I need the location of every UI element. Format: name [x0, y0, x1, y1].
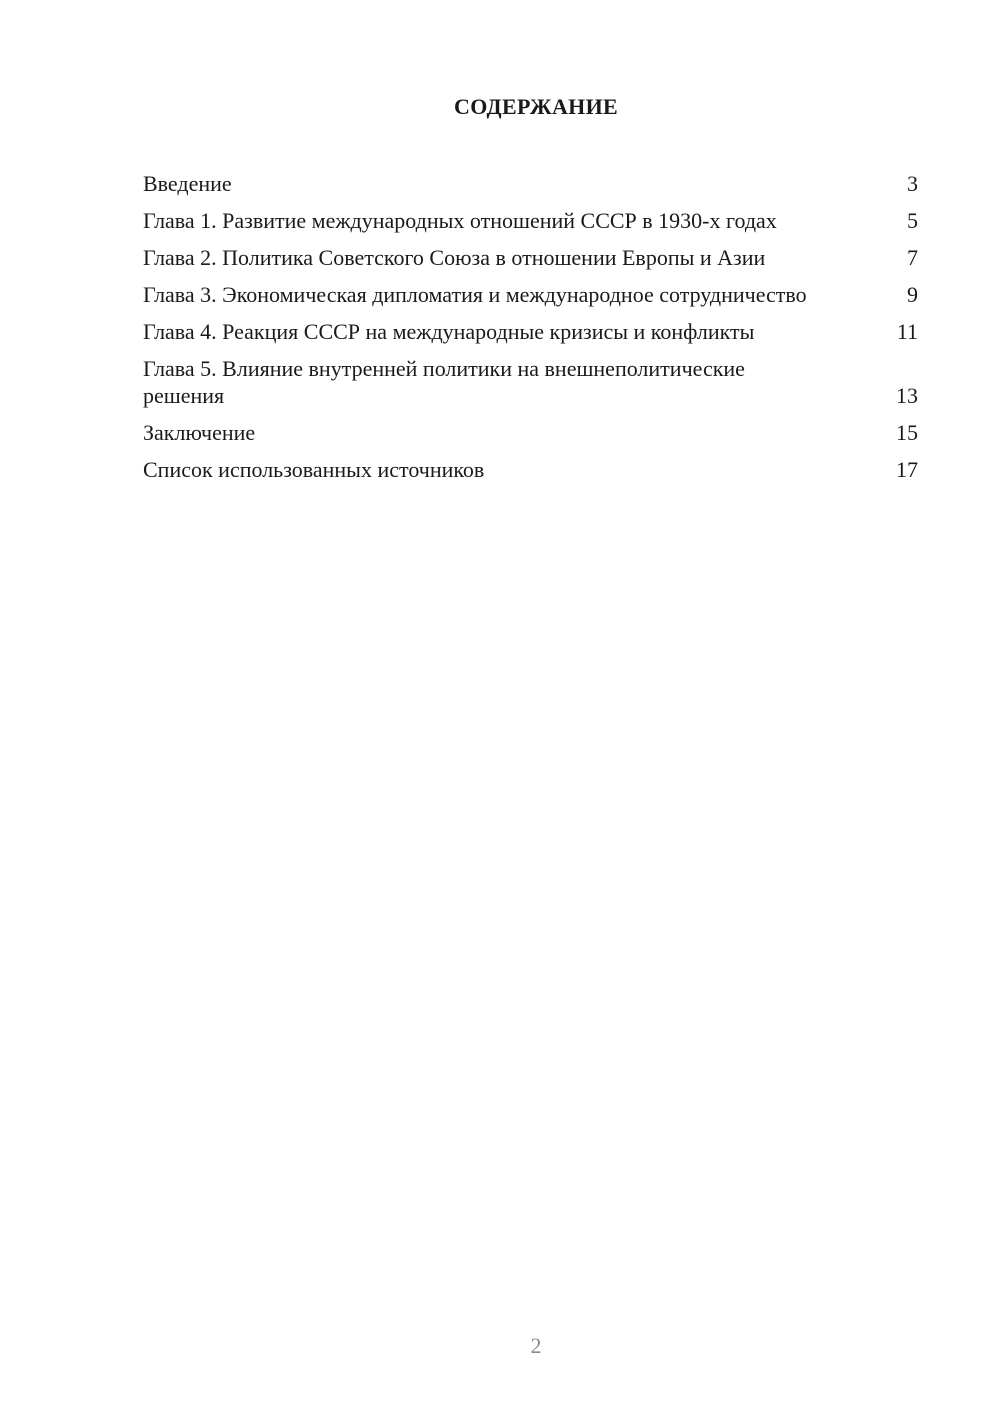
toc-entry — [143, 281, 918, 308]
toc-entry — [143, 456, 918, 483]
toc-entry-page: 11 — [896, 319, 918, 344]
page-title: СОДЕРЖАНИЕ — [454, 94, 618, 119]
toc-entry-page: 7 — [907, 245, 918, 270]
toc-entry-title: Глава 2. Политика Советского Союза в отношении Европы и Азии — [143, 245, 766, 270]
toc-entry-title: Глава 3. Экономическая дипломатия и международное сотрудничество — [143, 282, 807, 307]
toc-entry-title: Глава 1. Развитие международных отношений СССР в 1930-х годах — [143, 208, 777, 233]
toc-entry — [143, 355, 918, 409]
page-number: 2 — [530, 1333, 542, 1358]
toc-entry-title: Глава 5. Влияние внутренней политики на внешнеполитические решения — [143, 356, 745, 408]
toc-entry — [143, 318, 918, 345]
toc-entry-title: Заключение — [143, 420, 256, 445]
toc-entry-page: 13 — [896, 383, 918, 408]
toc-entry-page: 9 — [907, 282, 918, 307]
toc-entry — [143, 170, 918, 197]
toc-entry-page: 15 — [896, 420, 918, 445]
toc-entry-title: Глава 4. Реакция СССР на международные кризисы и конфликты — [143, 319, 755, 344]
toc-entry — [143, 207, 918, 234]
toc-entry — [143, 419, 918, 446]
table-of-contents — [143, 170, 918, 493]
toc-entry — [143, 244, 918, 271]
toc-entry-page: 5 — [907, 208, 918, 233]
toc-entry-title: Введение — [143, 171, 232, 196]
toc-entry-page: 3 — [907, 171, 918, 196]
toc-entry-page: 17 — [896, 457, 918, 482]
toc-entry-title: Список использованных источников — [143, 457, 485, 482]
